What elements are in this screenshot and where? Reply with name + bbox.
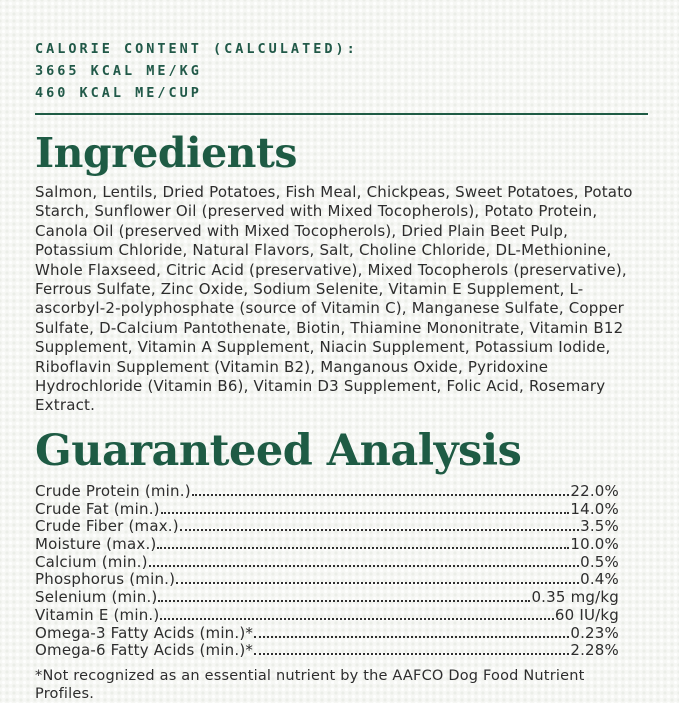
dot-leader (180, 529, 579, 531)
analysis-row-value: 0.5% (580, 552, 619, 571)
ingredients-heading: Ingredients (35, 129, 298, 177)
analysis-row-value: 0.4% (580, 570, 619, 589)
analysis-row-value: 14.0% (570, 499, 619, 518)
dot-leader (157, 547, 569, 549)
analysis-row-crude-fiber (35, 518, 619, 536)
analysis-row-label: Crude Fat (min.) (35, 499, 160, 518)
analysis-row-label: Crude Fiber (max.) (35, 517, 179, 536)
aafco-footnote: *Not recognized as an essential nutrient by the AAFCO Dog Food Nutrient Profiles. (35, 667, 585, 702)
analysis-row-label: Selenium (min.) (35, 588, 158, 607)
analysis-row-omega-3 (35, 625, 619, 643)
analysis-row-moisture (35, 536, 619, 554)
analysis-row-value: 0.23% (570, 623, 619, 642)
analysis-row-crude-protein (35, 483, 619, 501)
analysis-row-omega-6 (35, 642, 619, 660)
dot-leader (149, 565, 579, 567)
analysis-row-calcium (35, 554, 619, 572)
section-divider-rule (35, 113, 648, 115)
dot-leader (192, 494, 570, 496)
dot-leader (158, 600, 530, 602)
analysis-row-label: Moisture (max.) (35, 534, 157, 553)
calorie-kcal-per-cup: 460 KCAL ME/CUP (35, 85, 202, 101)
analysis-row-value: 3.5% (580, 517, 619, 536)
dot-leader (254, 636, 569, 638)
analysis-row-value: 60 IU/kg (554, 605, 619, 624)
analysis-row-value: 10.0% (570, 534, 619, 553)
analysis-row-crude-fat (35, 501, 619, 519)
analysis-row-value: 0.35 mg/kg (531, 588, 619, 607)
dot-leader (161, 512, 570, 514)
guaranteed-analysis-heading: Guaranteed Analysis (35, 425, 522, 476)
analysis-row-label: Phosphorus (min.) (35, 570, 176, 589)
analysis-row-label: Vitamin E (min.) (35, 605, 160, 624)
dot-leader (254, 653, 569, 655)
ingredients-paragraph: Salmon, Lentils, Dried Potatoes, Fish Meal, Chickpeas, Sweet Potatoes, Potato Starch, Sunflower Oil (preserved with Mixed Tocopherols), Potato Protein, Canola Oil (preserved with Mixed Tocopherols), Dried Plain Beet Pulp, Potassium Chloride, Natural Flavors, Salt, Choline Chloride, DL-Methionine, Whole Flaxseed, Citric Acid (preservative), Mixed Tocopherols (preservative), Ferrous Sulfate, Zinc Oxide, Sodium Selenite, Vitamin E Supplement, L-ascorbyl-2-polyphosphate (source of Vitamin C), Manganese Sulfate, Copper Sulfate, D-Calcium Pantothenate, Biotin, Thiamine Mononitrate, Vitamin B12 Supplement, Vitamin A Supplement, Niacin Supplement, Potassium Iodide, Riboflavin Supplement (Vitamin B2), Manganous Oxide, Pyridoxine Hydrochloride (Vitamin B6), Vitamin D3 Supplement, Folic Acid, Rosemary Extract. (35, 183, 633, 415)
analysis-row-phosphorus (35, 571, 619, 589)
analysis-row-label: Omega-3 Fatty Acids (min.)* (35, 623, 254, 642)
analysis-row-vitamin-e (35, 607, 619, 625)
analysis-row-label: Crude Protein (min.) (35, 481, 191, 500)
analysis-row-label: Omega-6 Fatty Acids (min.)* (35, 641, 254, 660)
calorie-kcal-per-kg: 3665 KCAL ME/KG (35, 63, 202, 79)
guaranteed-analysis-table (35, 483, 619, 660)
dot-leader (176, 582, 579, 584)
calorie-content-heading: CALORIE CONTENT (CALCULATED): (35, 41, 358, 57)
analysis-row-label: Calcium (min.) (35, 552, 148, 571)
analysis-row-value: 22.0% (570, 481, 619, 500)
calorie-content-block (35, 38, 648, 104)
analysis-row-selenium (35, 589, 619, 607)
analysis-row-value: 2.28% (570, 641, 619, 660)
dot-leader (160, 618, 553, 620)
